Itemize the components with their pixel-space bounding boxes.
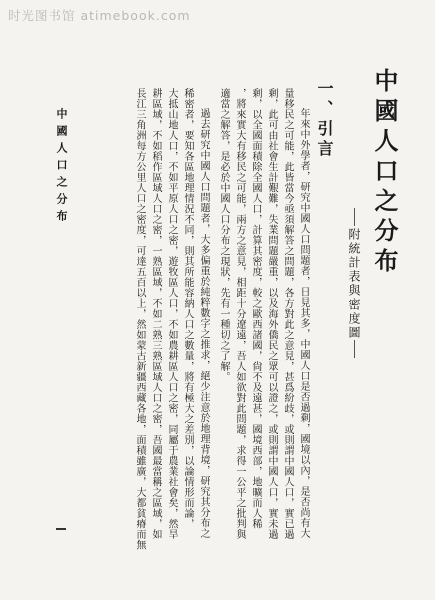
article-title: 中國人口之分布 <box>370 68 399 278</box>
paragraph-line: 年來中外學者，研究中國人口問題者，日見其多，中國人口是否過剩，國境以內，是否尚有大 <box>298 108 309 539</box>
paragraph-line: 剩，此可由社會生計艱難，失業問題嚴重，以及海外僑民之眾可以證之，或則謂中國人口，實未過 <box>266 88 277 540</box>
paragraph-line: 長江三角洲每方公里人口之密度，可達五百以上，然如蒙古新疆西藏各地，面積雖廣，大都貧瘠而無 <box>134 88 145 550</box>
site-watermark: 时光图书馆 atimebook.com <box>8 8 191 23</box>
paragraph-line: ，將來實大有移民之可能，兩方之意見，相距十分遼遠，吾人如欲對此問題，求得一公平之批判與 <box>234 88 245 540</box>
paragraph-line: 過去研究中國人口問題者，大多偏重於純粹數字之推求，絕少注意於地理背境，研究其分布之 <box>198 108 209 539</box>
paragraph-line: 大抵山地人口，不如平原人口之密，遊牧區人口，不如農耕區人口之密，同屬于農業社會矣，然旱 <box>166 88 177 540</box>
paragraph-line: 稀密者，要知各區地理情況不同，則其所能容納人口之數量，將有極大之差別，以論情形而論， <box>182 88 193 529</box>
document-page <box>48 58 423 558</box>
subtitle-rule-bottom <box>354 340 355 358</box>
paragraph-line: 量移民之可能，此皆當今亟須解答之問題，各方對此之意見，甚爲紛歧，或則謂中國人口，實已過 <box>282 88 293 540</box>
page-number <box>56 528 66 530</box>
subtitle-rule-top <box>354 208 355 226</box>
section-heading: 一、引言 <box>315 80 334 160</box>
paragraph-line: 剩，以全國面積除全國人口，計算其密度，較之歐西諸國，尙不及遠甚，國境西部，地曠而人稀 <box>250 88 261 529</box>
running-head: 中國人口之分布 <box>55 108 68 227</box>
paragraph-line: 耕區域，不如稻作區域人口之密，一熟區域，不如二熟三熟區域人口之密，吾國最當稱之區域，如 <box>150 88 161 540</box>
paragraph-line: 適當之解答，是必於中國人口分布之現狀，先有一種切之了解。 <box>218 88 229 382</box>
article-subtitle: 附統計表與密度圖 <box>347 228 361 340</box>
